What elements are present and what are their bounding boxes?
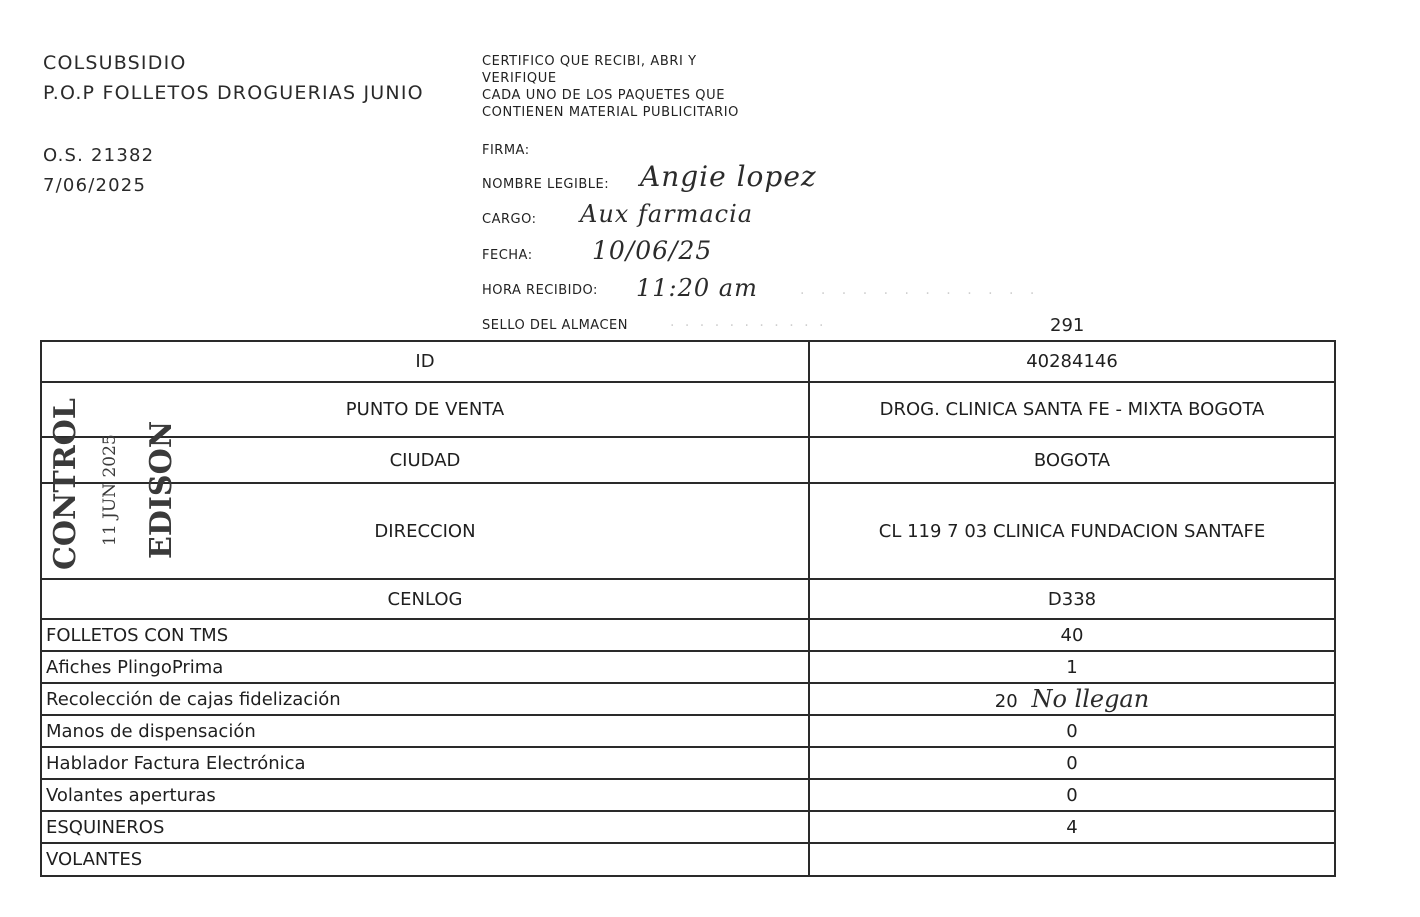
cargo-label: CARGO:: [482, 212, 537, 227]
project-title: P.O.P FOLLETOS DROGUERIAS JUNIO: [43, 82, 424, 104]
item-value: 1: [809, 651, 1335, 683]
item-value: 0: [809, 747, 1335, 779]
item-row: [41, 779, 1335, 811]
row-value: BOGOTA: [809, 437, 1335, 483]
row-label: PUNTO DE VENTA: [41, 382, 809, 437]
hora-handwritten: 11:20 am: [636, 274, 758, 302]
item-row: [41, 683, 1335, 715]
item-row: [41, 651, 1335, 683]
stamp-right: EDISON: [144, 420, 179, 560]
row-value: CL 119 7 03 CLINICA FUNDACION SANTAFE: [809, 483, 1335, 579]
item-row: [41, 811, 1335, 843]
cargo-handwritten: Aux farmacia: [580, 200, 754, 228]
certificate-line: CERTIFICO QUE RECIBI, ABRI Y: [482, 54, 697, 69]
nombre-handwritten: Angie lopez: [640, 160, 817, 193]
item-label: Hablador Factura Electrónica: [41, 747, 809, 779]
faint-marks: · · · · · · · · · · ·: [670, 318, 827, 334]
certificate-line: VERIFIQUE: [482, 71, 557, 86]
nombre-label: NOMBRE LEGIBLE:: [482, 177, 610, 192]
row-label: CENLOG: [41, 579, 809, 619]
item-label: Recolección de cajas fidelización: [41, 683, 809, 715]
stamp-left: CONTROL: [48, 398, 83, 570]
certificate-text: [482, 53, 739, 121]
row-value: D338: [809, 579, 1335, 619]
item-value: 20: [994, 691, 1018, 712]
item-value: 40: [809, 619, 1335, 651]
fecha-label: FECHA:: [482, 248, 533, 263]
item-value-cell: [809, 683, 1335, 715]
hora-label: HORA RECIBIDO:: [482, 283, 598, 298]
table-row: [41, 437, 1335, 483]
table-row: [41, 382, 1335, 437]
item-row: [41, 843, 1335, 876]
faint-marks: · · · · · · · · · · · ·: [800, 286, 1041, 302]
fecha-handwritten: 10/06/25: [592, 236, 713, 265]
certificate-line: CADA UNO DE LOS PAQUETES QUE: [482, 88, 726, 103]
item-value: 4: [809, 811, 1335, 843]
company-name: COLSUBSIDIO: [43, 52, 187, 74]
item-row: [41, 747, 1335, 779]
document-date: 7/06/2025: [43, 175, 147, 196]
table-row: [41, 579, 1335, 619]
item-label: Afiches PlingoPrima: [41, 651, 809, 683]
item-value: 0: [809, 715, 1335, 747]
table-row: [41, 483, 1335, 579]
item-label: ESQUINEROS: [41, 811, 809, 843]
table-row: [41, 341, 1335, 382]
item-value: [809, 843, 1335, 876]
row-value: 40284146: [809, 341, 1335, 382]
certificate-line: CONTIENEN MATERIAL PUBLICITARIO: [482, 105, 739, 120]
stamp-date: 11 JUN 2025: [100, 434, 120, 546]
item-label: Volantes aperturas: [41, 779, 809, 811]
sello-label: SELLO DEL ALMACEN: [482, 318, 628, 333]
row-label: CIUDAD: [41, 437, 809, 483]
handwritten-note: No llegan: [1031, 685, 1150, 713]
item-label: FOLLETOS CON TMS: [41, 619, 809, 651]
firma-label: FIRMA:: [482, 143, 530, 158]
item-label: VOLANTES: [41, 843, 809, 876]
item-row: [41, 715, 1335, 747]
row-value: DROG. CLINICA SANTA FE - MIXTA BOGOTA: [809, 382, 1335, 437]
row-label: ID: [41, 341, 809, 382]
order-number: O.S. 21382: [43, 145, 155, 166]
item-row: [41, 619, 1335, 651]
delivery-table: [40, 340, 1336, 877]
row-label: DIRECCION: [41, 483, 809, 579]
item-label: Manos de dispensación: [41, 715, 809, 747]
sello-number: 291: [1050, 315, 1085, 336]
item-value: 0: [809, 779, 1335, 811]
